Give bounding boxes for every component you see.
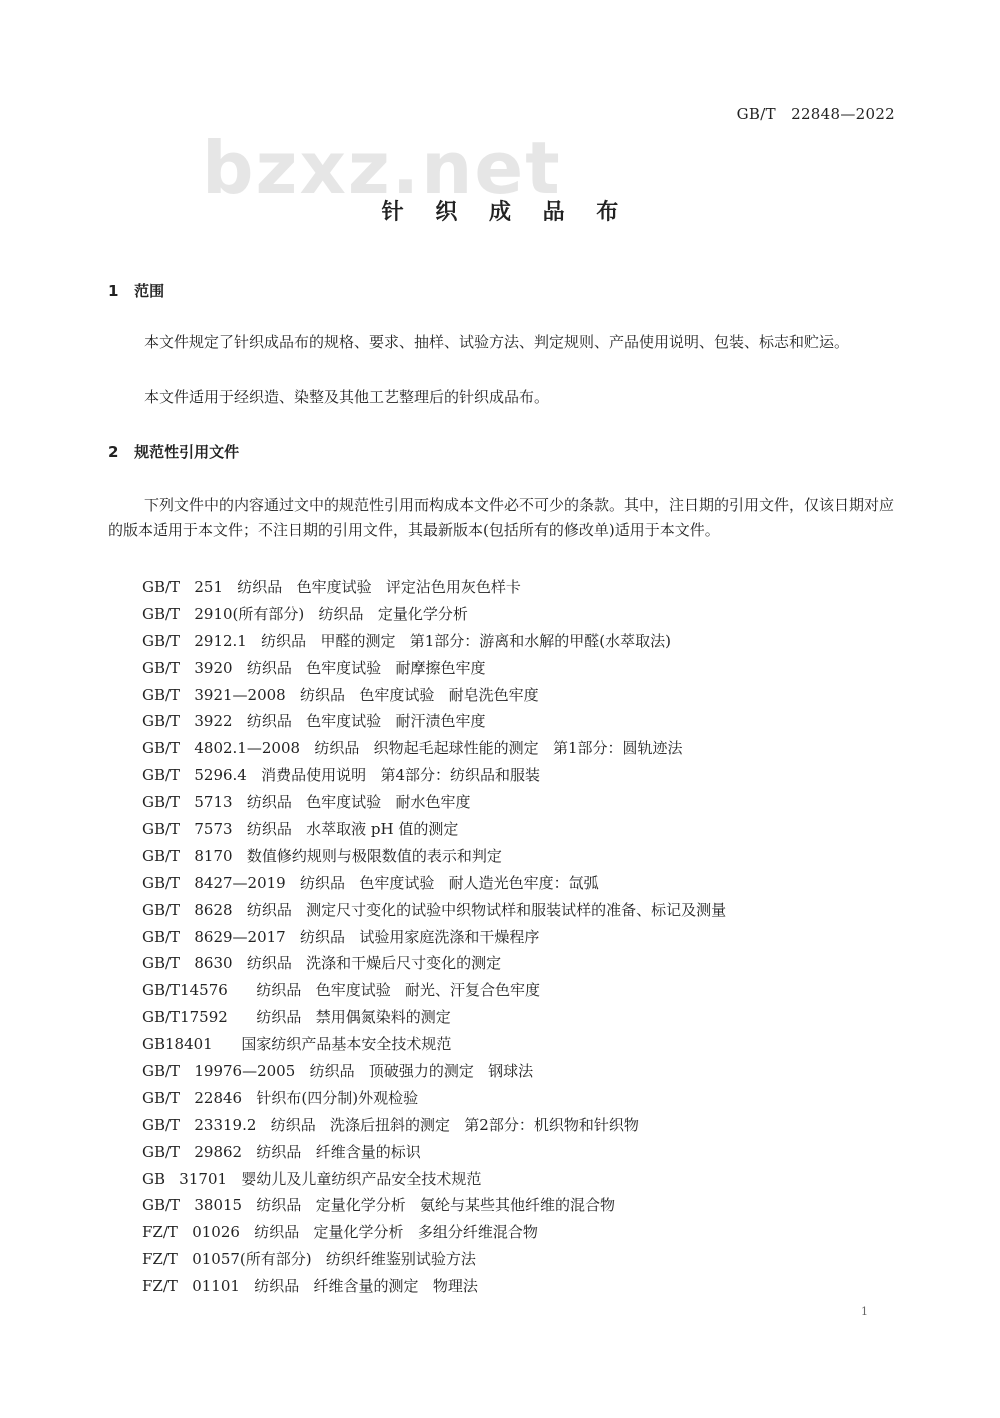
references-intro-paragraph: 下列文件中的内容通过文中的规范性引用而构成本文件必不可少的条款。其中，注日期的引用文件，仅该日期对应的版本适用于本文件；不注日期的引用文件，其最新版本(包括所有的修改单)适用于本文件。 [108,496,895,539]
reference-item: FZ/T 01057(所有部分) 纺织纤维鉴别试验方法 [142,1250,476,1269]
reference-item: GB/T 8427—2019 纺织品 色牢度试验 耐人造光色牢度：氙弧 [142,873,599,892]
scope-paragraph-1: 本文件规定了针织成品布的规格、要求、抽样、试验方法、判定规则、产品使用说明、包装、标志和贮运。 [144,333,850,351]
section-heading-scope: 1 范围 [108,282,165,300]
reference-item: GB/T 4802.1—2008 纺织品 织物起毛起球性能的测定 第1部分：圆轨迹法 [142,739,683,758]
reference-item: GB 31701 婴幼儿及儿童纺织产品安全技术规范 [142,1169,482,1188]
reference-item: GB/T 7573 纺织品 水萃取液 pH 值的测定 [142,820,459,839]
reference-item: GB/T 29862 纺织品 纤维含量的标识 [142,1142,421,1161]
reference-item: GB18401 国家纺织产品基本安全技术规范 [142,1035,452,1054]
reference-item: GB/T 23319.2 纺织品 洗涤后扭斜的测定 第2部分：机织物和针织物 [142,1115,639,1134]
reference-item: GB/T 5713 纺织品 色牢度试验 耐水色牢度 [142,793,471,812]
reference-list [142,574,726,1300]
page-number: 1 [861,1305,868,1318]
reference-item: GB/T 3921—2008 纺织品 色牢度试验 耐皂洗色牢度 [142,685,539,704]
reference-item: GB/T 2910(所有部分) 纺织品 定量化学分析 [142,604,468,623]
reference-item: GB/T 8630 纺织品 洗涤和干燥后尺寸变化的测定 [142,954,502,973]
reference-item: GB/T 2912.1 纺织品 甲醛的测定 第1部分：游离和水解的甲醛(水萃取法) [142,631,672,650]
reference-item: FZ/T 01101 纺织品 纤维含量的测定 物理法 [142,1277,478,1296]
reference-item: FZ/T 01026 纺织品 定量化学分析 多组分纤维混合物 [142,1223,538,1242]
reference-item: GB/T 8629—2017 纺织品 试验用家庭洗涤和干燥程序 [142,927,540,946]
reference-item: GB/T 5296.4 消费品使用说明 第4部分：纺织品和服装 [142,766,541,785]
section-heading-references: 2 规范性引用文件 [108,443,240,461]
reference-item: GB/T 8628 纺织品 测定尺寸变化的试验中织物试样和服装试样的准备、标记及测量 [142,900,727,919]
reference-item: GB/T 22846 针织布(四分制)外观检验 [142,1088,419,1107]
scope-paragraph-2: 本文件适用于经织造、染整及其他工艺整理后的针织成品布。 [144,388,550,406]
reference-item: GB/T17592 纺织品 禁用偶氮染料的测定 [142,1008,451,1027]
reference-item: GB/T 38015 纺织品 定量化学分析 氨纶与某些其他纤维的混合物 [142,1196,616,1215]
reference-item: GB/T 3920 纺织品 色牢度试验 耐摩擦色牢度 [142,658,486,677]
watermark: bzxz.net [202,126,562,210]
document-number: GB/T 22848—2022 [736,105,895,123]
reference-item: GB/T 8170 数值修约规则与极限数值的表示和判定 [142,846,502,865]
reference-item: GB/T 19976—2005 纺织品 顶破强力的测定 钢球法 [142,1062,534,1081]
reference-item: GB/T 251 纺织品 色牢度试验 评定沾色用灰色样卡 [142,578,521,596]
reference-item: GB/T14576 纺织品 色牢度试验 耐光、汗复合色牢度 [142,981,540,1000]
reference-item: GB/T 3922 纺织品 色牢度试验 耐汗渍色牢度 [142,712,486,731]
document-title: 针 织 成 品 布 [381,200,631,225]
